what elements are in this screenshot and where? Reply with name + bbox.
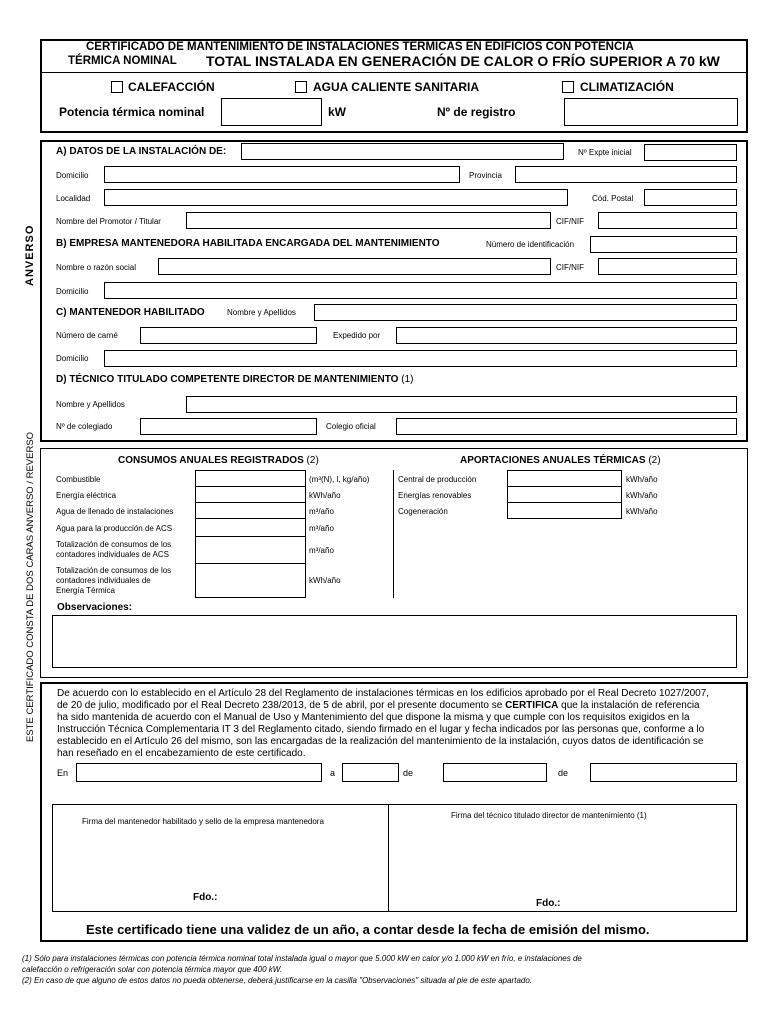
header-title-line2b: TOTAL INSTALADA EN GENERACIÓN DE CALOR O FRÍO SUPERIOR A 70 kW	[206, 53, 720, 69]
renovables-input[interactable]	[507, 486, 622, 503]
aportacion-row-label: Energías renovables	[398, 491, 472, 500]
domicilio-c-input[interactable]	[104, 350, 737, 367]
cert-line: ha sido mantenida de acuerdo con el Manual de Uso y Mantenimiento del que dispone la misma y que cumple con los requisitos exigidos en la	[57, 712, 690, 723]
secB-title: B) EMPRESA MANTENEDORA HABILITADA ENCARGADA DEL MANTENIMIENTO	[56, 238, 440, 249]
nombre-d-label: Nombre y Apellidos	[56, 400, 125, 409]
num-id-label: Número de identificación	[486, 240, 575, 249]
consumo-row-unit: (m³(N), l, kg/año)	[309, 475, 370, 484]
tot-et-l3: Energía Térmica	[56, 586, 115, 595]
nombre-d-input[interactable]	[186, 396, 737, 413]
colegio-input[interactable]	[396, 418, 737, 435]
firma-mantenedor-label: Firma del mantenedor habilitado y sello de la empresa mantenedora	[82, 817, 324, 826]
cert-line: establecido en el Artículo 26 del mismo, son las encargadas de la realización del mantenimiento de la instalación, cuyos datos de identificación se	[57, 736, 704, 747]
tot-et-unit: kWh/año	[309, 576, 341, 585]
observaciones-input[interactable]	[52, 615, 737, 668]
header-title-line1: CERTIFICADO DE MANTENIMIENTO DE INSTALACIONES TÉRMICAS EN EDIFICIOS CON POTENCIA	[86, 41, 634, 53]
expte-input[interactable]	[644, 144, 737, 161]
observaciones-label: Observaciones:	[57, 602, 133, 613]
dia-input[interactable]	[342, 763, 399, 782]
domicilio-b-label: Domicilio	[56, 287, 89, 296]
certifica-word: CERTIFICA	[505, 700, 559, 711]
en-label: En	[57, 768, 69, 778]
combustible-input[interactable]	[195, 470, 306, 487]
anverso-side-label: ANVERSO	[24, 224, 36, 286]
aportaciones-title	[460, 455, 661, 466]
cp-input[interactable]	[644, 189, 737, 206]
registro-label: Nº de registro	[437, 105, 516, 119]
dos-caras-side-note: ESTE CERTIFICADO CONSTA DE DOS CARAS ANVERSO / REVERSO	[25, 431, 36, 742]
aportacion-row-label: Cogeneración	[398, 507, 448, 516]
lugar-input[interactable]	[76, 763, 322, 782]
cif-a-label: CIF/NIF	[556, 217, 584, 226]
footnote-1a: (1) Sólo para instalaciones térmicas con potencia térmica nominal total instalada igual o mayor que 5.000 kW en calor y/o 1.000 kW en frío, e instalaciones de	[22, 954, 582, 963]
provincia-input[interactable]	[515, 166, 737, 183]
calefaccion-label: CALEFACCIÓN	[128, 80, 215, 94]
validez-text: Este certificado tiene una validez de un año, a contar desde la fecha de emisión del mismo.	[86, 922, 650, 937]
secD-title	[56, 374, 413, 385]
fdo-mantenedor-label: Fdo.:	[193, 892, 218, 903]
expedido-label: Expedido por	[333, 331, 381, 340]
cert-line	[57, 700, 737, 712]
razon-label: Nombre o razón social	[56, 263, 137, 272]
consumos-title	[118, 455, 319, 466]
num-id-input[interactable]	[590, 236, 737, 253]
consumo-row-label: Agua para la producción de ACS	[56, 524, 173, 533]
tot-et-input[interactable]	[195, 563, 306, 598]
instalacion-de-input[interactable]	[241, 143, 564, 160]
cert-line: De acuerdo con lo establecido en el Artículo 28 del Reglamento de instalaciones térmicas en los edificios aprobado por el Real Decreto 1027/2007,	[57, 688, 710, 699]
consumo-row-unit: kWh/año	[309, 491, 341, 500]
cert-line: Instrucción Técnica Complementaria IT 3 del Reglamento citado, siendo firmado en el lugar y fecha indicados por las personas que, conforme a lo	[57, 724, 705, 735]
energia-electrica-input[interactable]	[195, 486, 306, 503]
aportacion-row-unit: kWh/año	[626, 475, 658, 484]
potencia-label: Potencia térmica nominal	[59, 105, 205, 119]
aportacion-row-unit: kWh/año	[626, 507, 658, 516]
de1-label: de	[403, 768, 414, 778]
colegiado-label: Nº de colegiado	[56, 422, 113, 431]
tot-acs-l2: contadores individuales de ACS	[56, 550, 169, 559]
cert-line2a: de 20 de julio, modificado por el Real Decreto 238/2013, de 5 de abril, por el presente documento se	[57, 700, 506, 711]
provincia-label: Provincia	[469, 171, 502, 180]
secD-title-text: D) TÉCNICO TITULADO COMPETENTE DIRECTOR DE MANTENIMIENTO	[56, 374, 399, 385]
consumo-row-label: Agua de llenado de instalaciones	[56, 507, 174, 516]
localidad-input[interactable]	[104, 189, 568, 206]
tot-acs-unit: m³/año	[309, 546, 334, 555]
expedido-input[interactable]	[396, 327, 737, 344]
aportacion-row-unit: kWh/año	[626, 491, 658, 500]
consumos-title-text: CONSUMOS ANUALES REGISTRADOS	[118, 455, 304, 466]
domicilio-a-input[interactable]	[104, 166, 460, 183]
header-title-line2a: TÉRMICA NOMINAL	[68, 55, 177, 67]
consumo-row-label: Combustible	[56, 475, 101, 484]
acs-checkbox[interactable]	[295, 81, 307, 93]
cogeneracion-input[interactable]	[507, 502, 622, 519]
cif-b-label: CIF/NIF	[556, 263, 584, 272]
tot-et-l1: Totalización de consumos de los	[56, 566, 172, 575]
consumos-divider	[393, 470, 394, 598]
agua-llenado-input[interactable]	[195, 502, 306, 519]
firma-tecnico-box[interactable]	[388, 804, 737, 912]
consumos-note: (2)	[306, 455, 319, 466]
aportaciones-title-text: APORTACIONES ANUALES TÉRMICAS	[460, 455, 646, 466]
nombre-c-input[interactable]	[314, 304, 737, 321]
climatizacion-checkbox[interactable]	[562, 81, 574, 93]
consumo-row-unit: m³/año	[309, 524, 334, 533]
expte-label: Nº Expte inicial	[578, 148, 632, 157]
secA-title: A) DATOS DE LA INSTALACIÓN DE:	[56, 146, 227, 157]
tot-acs-input[interactable]	[195, 536, 306, 564]
cert-line2c: que la instalación de referencia	[558, 700, 700, 711]
tot-acs-l1: Totalización de consumos de los	[56, 540, 172, 549]
kw-label: kW	[328, 105, 346, 119]
de2-label: de	[558, 768, 569, 778]
calefaccion-checkbox[interactable]	[111, 81, 123, 93]
registro-input[interactable]	[564, 98, 738, 126]
firma-tecnico-label: Firma del técnico titulado director de mantenimiento (1)	[451, 811, 647, 820]
colegio-label: Colegio oficial	[326, 422, 376, 431]
agua-acs-input[interactable]	[195, 518, 306, 537]
a-label: a	[330, 768, 336, 778]
nombre-c-label: Nombre y Apellidos	[227, 308, 296, 317]
secC-title: C) MANTENEDOR HABILITADO	[56, 307, 205, 318]
mes-input[interactable]	[443, 763, 547, 782]
aportaciones-note: (2)	[648, 455, 661, 466]
promotor-input[interactable]	[186, 212, 551, 229]
anio-input[interactable]	[590, 763, 737, 782]
consumo-row-label: Energía eléctrica	[56, 491, 117, 500]
climatizacion-label: CLIMATIZACIÓN	[580, 80, 674, 94]
colegiado-input[interactable]	[140, 418, 317, 435]
cert-line: han reseñado en el encabezamiento de este certificado.	[57, 748, 306, 759]
secD-note: (1)	[401, 374, 414, 385]
carne-input[interactable]	[140, 327, 317, 344]
cp-label: Cód. Postal	[592, 194, 634, 203]
header-divider	[40, 72, 748, 73]
fdo-tecnico-label: Fdo.:	[536, 898, 561, 909]
potencia-input[interactable]	[221, 98, 322, 126]
aportacion-row-label: Central de producción	[398, 475, 477, 484]
cif-a-input[interactable]	[598, 212, 737, 229]
central-produccion-input[interactable]	[507, 470, 622, 487]
carne-label: Número de carné	[56, 331, 118, 340]
tot-et-l2: contadores individuales de	[56, 576, 151, 585]
cif-b-input[interactable]	[598, 258, 737, 275]
domicilio-c-label: Domicilio	[56, 354, 89, 363]
footnote-2: (2) En caso de que alguno de estos datos no pueda obtenerse, deberá justificarse en la casilla "Observaciones" situada al pie de este apartado.	[22, 976, 533, 985]
consumo-row-unit: m³/año	[309, 507, 334, 516]
footnote-1b: calefacción o refrigeración solar con potencia térmica mayor que 400 kW.	[22, 965, 283, 974]
razon-input[interactable]	[158, 258, 551, 275]
domicilio-b-input[interactable]	[104, 282, 737, 299]
acs-label: AGUA CALIENTE SANITARIA	[313, 80, 479, 94]
promotor-label: Nombre del Promotor / Titular	[56, 217, 161, 226]
domicilio-a-label: Domicilio	[56, 171, 89, 180]
localidad-label: Localidad	[56, 194, 91, 203]
